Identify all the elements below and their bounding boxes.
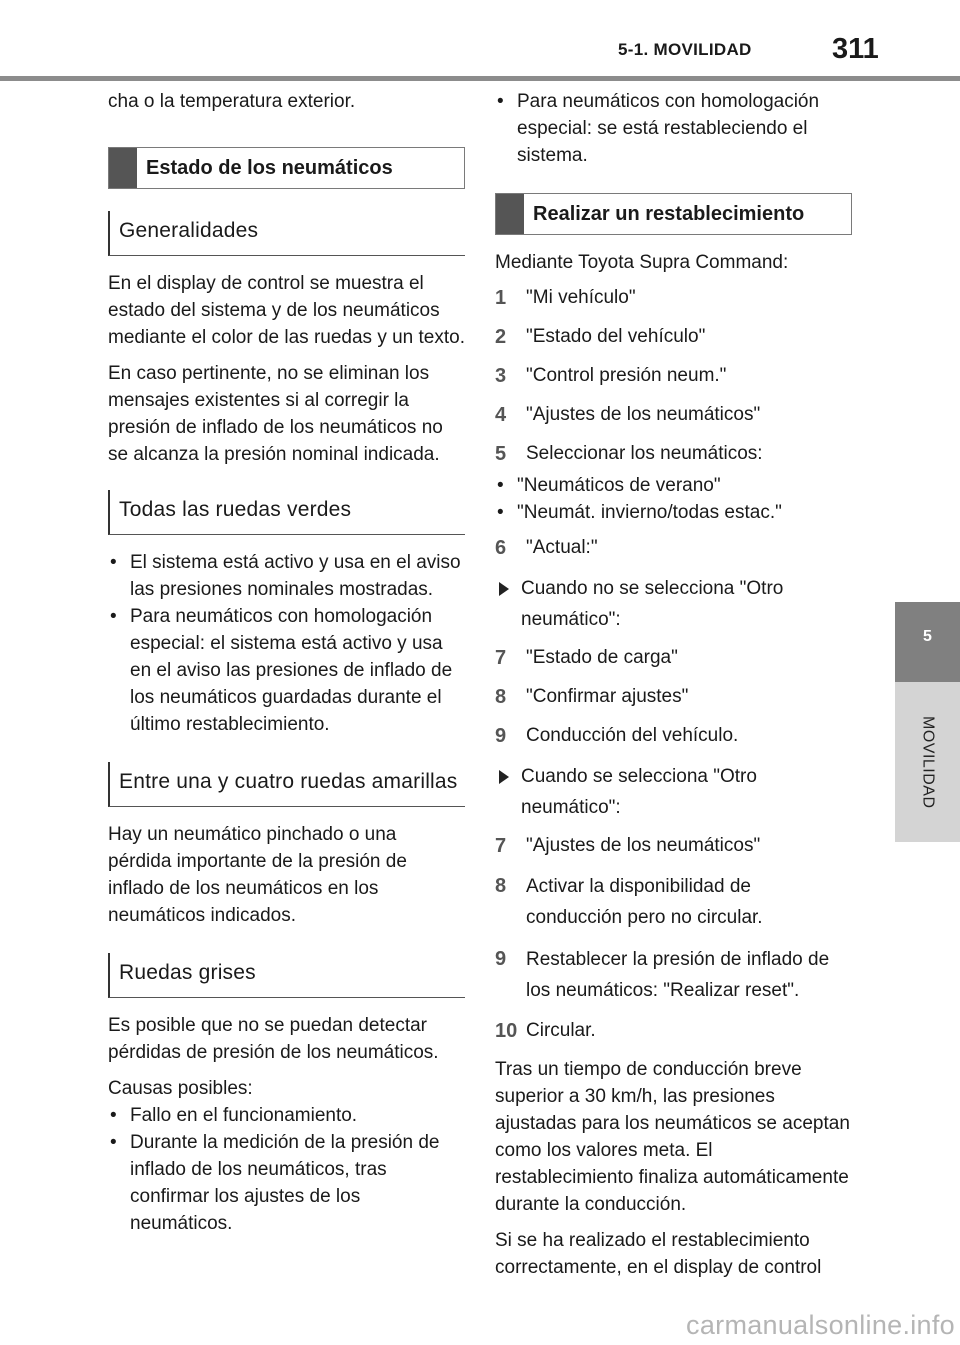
step-item xyxy=(495,722,852,750)
step-item xyxy=(495,871,852,933)
paragraph: Causas posibles: xyxy=(108,1078,253,1099)
step-number: 8 xyxy=(495,686,507,708)
step-item xyxy=(495,534,852,562)
section-heading-reset xyxy=(495,193,852,235)
step-number: 10 xyxy=(495,1020,518,1042)
side-tab-label-text: MOVILIDAD xyxy=(919,715,937,809)
bullet-item: • "Neumát. invierno/todas estac." xyxy=(495,499,852,526)
step-item xyxy=(495,944,852,1006)
step-text: "Ajustes de los neumáticos" xyxy=(526,404,761,425)
step-number: 9 xyxy=(495,948,507,970)
step-item xyxy=(495,323,852,351)
step-text: "Mi vehículo" xyxy=(526,287,636,308)
section-heading-bar xyxy=(496,194,524,234)
step-item xyxy=(495,284,852,312)
paragraph: Es posible que no se puedan detectar pérdidas de presión de los neumáticos. xyxy=(108,1015,439,1063)
step-item xyxy=(495,1017,852,1045)
step-item xyxy=(495,683,852,711)
paragraph: Tras un tiempo de conducción breve superior a 30 km/h, las presiones ajustadas para los neumáticos se aceptan como los valores meta. El restablecimiento finaliza automáticamente durante la conducción. xyxy=(495,1059,850,1215)
section-heading-title: Estado de los neumáticos xyxy=(146,156,393,179)
step-text: Circular. xyxy=(526,1020,596,1041)
step-number: 4 xyxy=(495,404,507,426)
step-text: Seleccionar los neumáticos: xyxy=(526,443,763,464)
step-number: 8 xyxy=(495,875,507,897)
bullet-item: • Para neumáticos con homologación especial: el sistema está activo y usa en el aviso las presiones de inflado de los neumáticos guardadas durante el último restablecimiento. xyxy=(108,603,465,738)
watermark-text: carmanualsonline.info xyxy=(686,1310,955,1340)
step-item xyxy=(495,401,852,429)
section-heading-title: Realizar un restablecimiento xyxy=(533,202,805,225)
paragraph: Hay un neumático pinchado o una pérdida importante de la presión de inflado de los neumáticos en los neumáticos indicados. xyxy=(108,824,407,926)
bullet-item: • Fallo en el funcionamiento. xyxy=(108,1102,465,1129)
step-number: 2 xyxy=(495,326,507,348)
subsection-all-green: Todas las ruedas verdes xyxy=(108,490,465,535)
subsection-grey-wheels: Ruedas grises xyxy=(108,953,465,998)
step-item xyxy=(495,644,852,672)
step-text: Activar la disponibilidad de conducción pero no circular. xyxy=(526,876,763,928)
step-number: 9 xyxy=(495,725,507,747)
step-text: "Actual:" xyxy=(526,537,598,558)
step-text: "Ajustes de los neumáticos" xyxy=(526,835,761,856)
step-number: 5 xyxy=(495,443,507,465)
step-number: 7 xyxy=(495,835,507,857)
bullet-item: • Para neumáticos con homologación especial: se está restableciendo el sistema. xyxy=(495,88,852,169)
intro-text: Mediante Toyota Supra Command: xyxy=(495,252,789,273)
header-rule xyxy=(0,76,960,81)
paragraph: Si se ha realizado el restablecimiento correctamente, en el display de control xyxy=(495,1230,822,1278)
bullet-item: • El sistema está activo y usa en el aviso las presiones nominales mostradas. xyxy=(108,549,465,603)
side-tab-number: 5 xyxy=(923,628,932,645)
section-heading-tire-status xyxy=(108,147,465,189)
paragraph: En el display de control se muestra el estado del sistema y de los neumáticos mediante el color de las ruedas y un texto. xyxy=(108,273,465,348)
step-text: "Confirmar ajustes" xyxy=(526,686,689,707)
page-number: 311 xyxy=(832,33,879,65)
step-number: 1 xyxy=(495,287,507,309)
right-column xyxy=(495,88,852,1281)
condition-item: Cuando se selecciona "Otro neumático": xyxy=(495,761,852,823)
step-text: "Estado del vehículo" xyxy=(526,326,706,347)
bullet-item: • Durante la medición de la presión de inflado de los neumáticos, tras confirmar los ajustes de los neumáticos. xyxy=(108,1129,465,1237)
side-tab-label xyxy=(895,682,960,842)
step-item xyxy=(495,362,852,390)
subsection-general: Generalidades xyxy=(108,211,465,256)
step-text: Restablecer la presión de inflado de los neumáticos: "Realizar reset". xyxy=(526,949,830,1001)
step-text: "Estado de carga" xyxy=(526,647,678,668)
section-heading-bar xyxy=(109,148,137,188)
step-number: 3 xyxy=(495,365,507,387)
step-number: 6 xyxy=(495,537,507,559)
step-text: "Control presión neum." xyxy=(526,365,727,386)
step-text: Conducción del vehículo. xyxy=(526,725,739,746)
left-column xyxy=(108,88,465,1237)
subsection-yellow-wheels: Entre una y cuatro ruedas amarillas xyxy=(108,762,465,807)
intro-text: cha o la temperatura exterior. xyxy=(108,91,356,112)
paragraph: En caso pertinente, no se eliminan los mensajes existentes si al corregir la presión de inflado de los neumáticos no se alcanza la presión nominal indicada. xyxy=(108,363,443,465)
section-header: 5-1. MOVILIDAD xyxy=(618,40,752,59)
step-item xyxy=(495,440,852,468)
step-item xyxy=(495,832,852,860)
condition-item: Cuando no se selecciona "Otro neumático": xyxy=(495,573,852,635)
step-number: 7 xyxy=(495,647,507,669)
bullet-item: • "Neumáticos de verano" xyxy=(495,472,852,499)
